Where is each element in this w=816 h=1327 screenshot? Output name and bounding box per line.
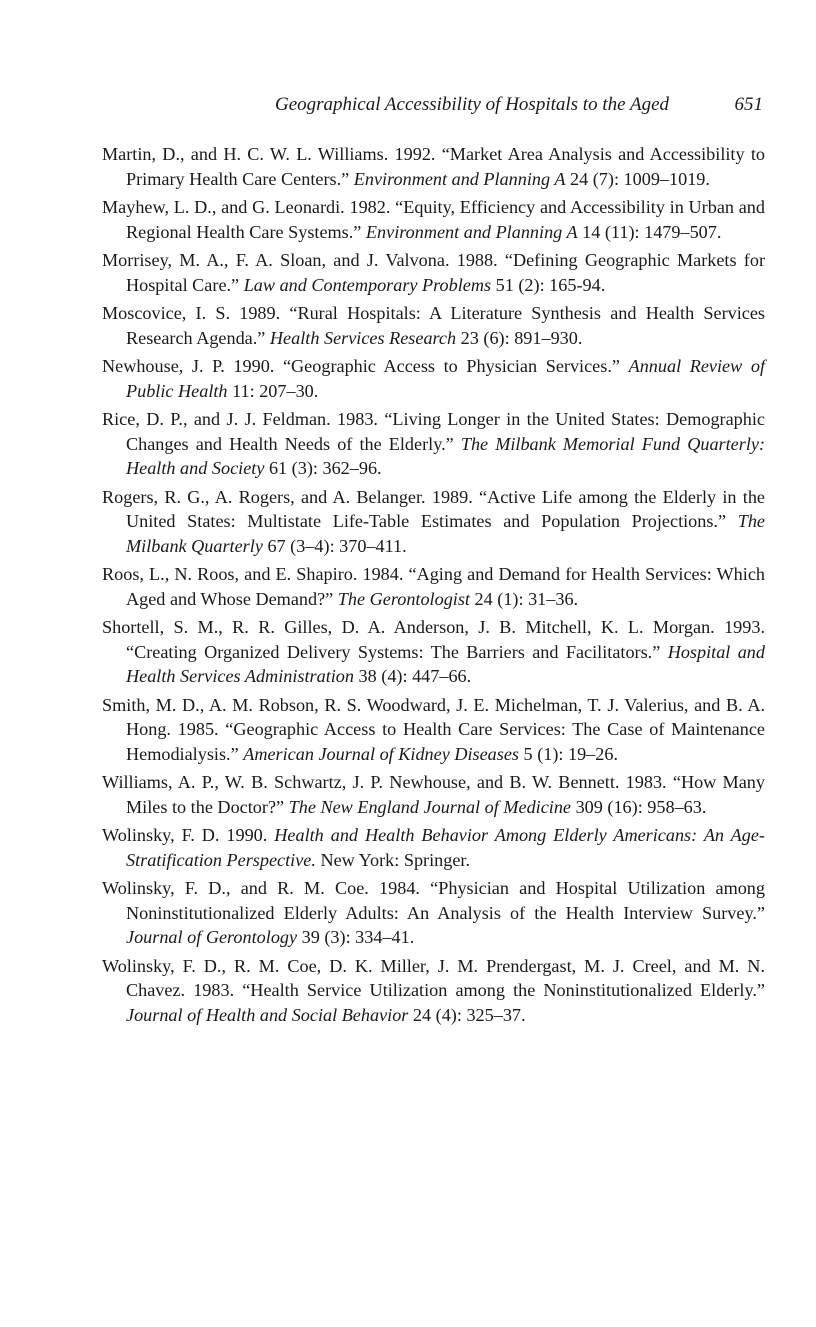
reference-source: Hospital and Health Services Administration [126, 641, 765, 686]
reference-authors-title: Roos, L., N. Roos, and E. Shapiro. 1984. “Aging and Demand for Health Services: Which Aged and Whose Demand?” [102, 564, 765, 609]
reference-source: The Gerontologist [337, 588, 470, 609]
reference-entry [102, 954, 765, 1028]
reference-source: The Milbank Quarterly [126, 511, 765, 556]
reference-entry [102, 770, 765, 819]
reference-authors-title: Mayhew, L. D., and G. Leonardi. 1982. “Equity, Efficiency and Accessibility in Urban and Regional Health Care Systems.” [102, 197, 765, 242]
reference-details: 51 (2): 165-94. [491, 274, 606, 295]
reference-authors-title: Morrisey, M. A., F. A. Sloan, and J. Valvona. 1988. “Defining Geographic Markets for Hospital Care.” [102, 250, 765, 295]
reference-source: Journal of Health and Social Behavior [126, 1004, 409, 1025]
reference-entry [102, 142, 765, 191]
reference-source: Health Services Research [269, 327, 457, 348]
reference-details: 24 (1): 31–36. [469, 588, 579, 609]
reference-authors-title: Shortell, S. M., R. R. Gilles, D. A. Anderson, J. B. Mitchell, K. L. Morgan. 1993. “Creating Organized Delivery Systems: The Barriers and Facilitators.” [102, 617, 765, 662]
reference-authors-title: Rogers, R. G., A. Rogers, and A. Belanger. 1989. “Active Life among the Elderly in the United States: Multistate Life-Table Estimates and Population Projections.” [102, 486, 765, 531]
reference-details: 11: 207–30. [227, 380, 319, 401]
reference-details: 24 (4): 325–37. [408, 1004, 526, 1025]
reference-authors-title: Moscovice, I. S. 1989. “Rural Hospitals: A Literature Synthesis and Health Services Research Agenda.” [102, 303, 765, 348]
reference-source: The Milbank Memorial Fund Quarterly: Health and Society [126, 433, 765, 478]
reference-details: 14 (11): 1479–507. [577, 221, 722, 242]
reference-details: 5 (1): 19–26. [519, 743, 619, 764]
reference-details: 309 (16): 958–63. [571, 796, 707, 817]
reference-entry [102, 693, 765, 767]
reference-details: 67 (3–4): 370–411. [262, 535, 407, 556]
reference-authors-title: Martin, D., and H. C. W. L. Williams. 1992. “Market Area Analysis and Accessibility to Primary Health Care Centers.” [102, 144, 765, 189]
reference-details: 24 (7): 1009–1019. [565, 168, 710, 189]
running-head [100, 92, 763, 118]
reference-entry [102, 301, 765, 350]
reference-entry [102, 876, 765, 950]
reference-authors-title: Smith, M. D., A. M. Robson, R. S. Woodward, J. E. Michelman, T. J. Valerius, and B. A. Hong. 1985. “Geographic Access to Health Care Services: The Case of Maintenance Hemodialysis.” [102, 694, 765, 764]
reference-source: The New England Journal of Medicine [288, 796, 572, 817]
reference-entry [102, 823, 765, 872]
reference-entry [102, 248, 765, 297]
reference-entry [102, 485, 765, 559]
reference-entry [102, 615, 765, 689]
reference-details: 23 (6): 891–930. [456, 327, 583, 348]
reference-authors-title: Wolinsky, F. D., R. M. Coe, D. K. Miller, J. M. Prendergast, M. J. Creel, and M. N. Chavez. 1983. “Health Service Utilization among the Noninstitutionalized Elderly.” [102, 955, 765, 1000]
reference-entry [102, 195, 765, 244]
reference-authors-title: Rice, D. P., and J. J. Feldman. 1983. “Living Longer in the United States: Demographic Changes and Health Needs of the Elderly.” [102, 409, 765, 454]
reference-authors-title: Williams, A. P., W. B. Schwartz, J. P. Newhouse, and B. W. Bennett. 1983. “How Many Miles to the Doctor?” [102, 772, 765, 817]
reference-source: Annual Review of Public Health [126, 356, 766, 401]
reference-details: 61 (3): 362–96. [264, 458, 382, 478]
reference-source: American Journal of Kidney Diseases [243, 743, 519, 764]
reference-source: Health and Health Behavior Among Elderly Americans: An Age-Stratification Perspective. [126, 825, 765, 870]
reference-entry [102, 562, 765, 611]
running-title: Geographical Accessibility of Hospitals to the Aged [274, 94, 669, 115]
reference-source: Law and Contemporary Problems [243, 274, 492, 295]
page-number: 651 [734, 94, 763, 115]
reference-authors-title: Wolinsky, F. D. 1990. [102, 825, 275, 845]
reference-entry [102, 354, 765, 403]
reference-authors-title: Wolinsky, F. D., and R. M. Coe. 1984. “Physician and Hospital Utilization among Noninstitutionalized Elderly Adults: An Analysis of the Health Interview Survey.” [102, 878, 765, 923]
reference-entry [102, 407, 765, 481]
reference-details: 38 (4): 447–66. [354, 666, 472, 686]
reference-details: New York: Springer. [315, 849, 471, 870]
reference-source: Journal of Gerontology [126, 927, 298, 947]
reference-details: 39 (3): 334–41. [297, 927, 415, 947]
reference-authors-title: Newhouse, J. P. 1990. “Geographic Access to Physician Services.” [102, 356, 629, 376]
reference-source: Environment and Planning A [353, 168, 566, 189]
reference-list [102, 142, 765, 1031]
reference-source: Environment and Planning A [365, 221, 578, 242]
